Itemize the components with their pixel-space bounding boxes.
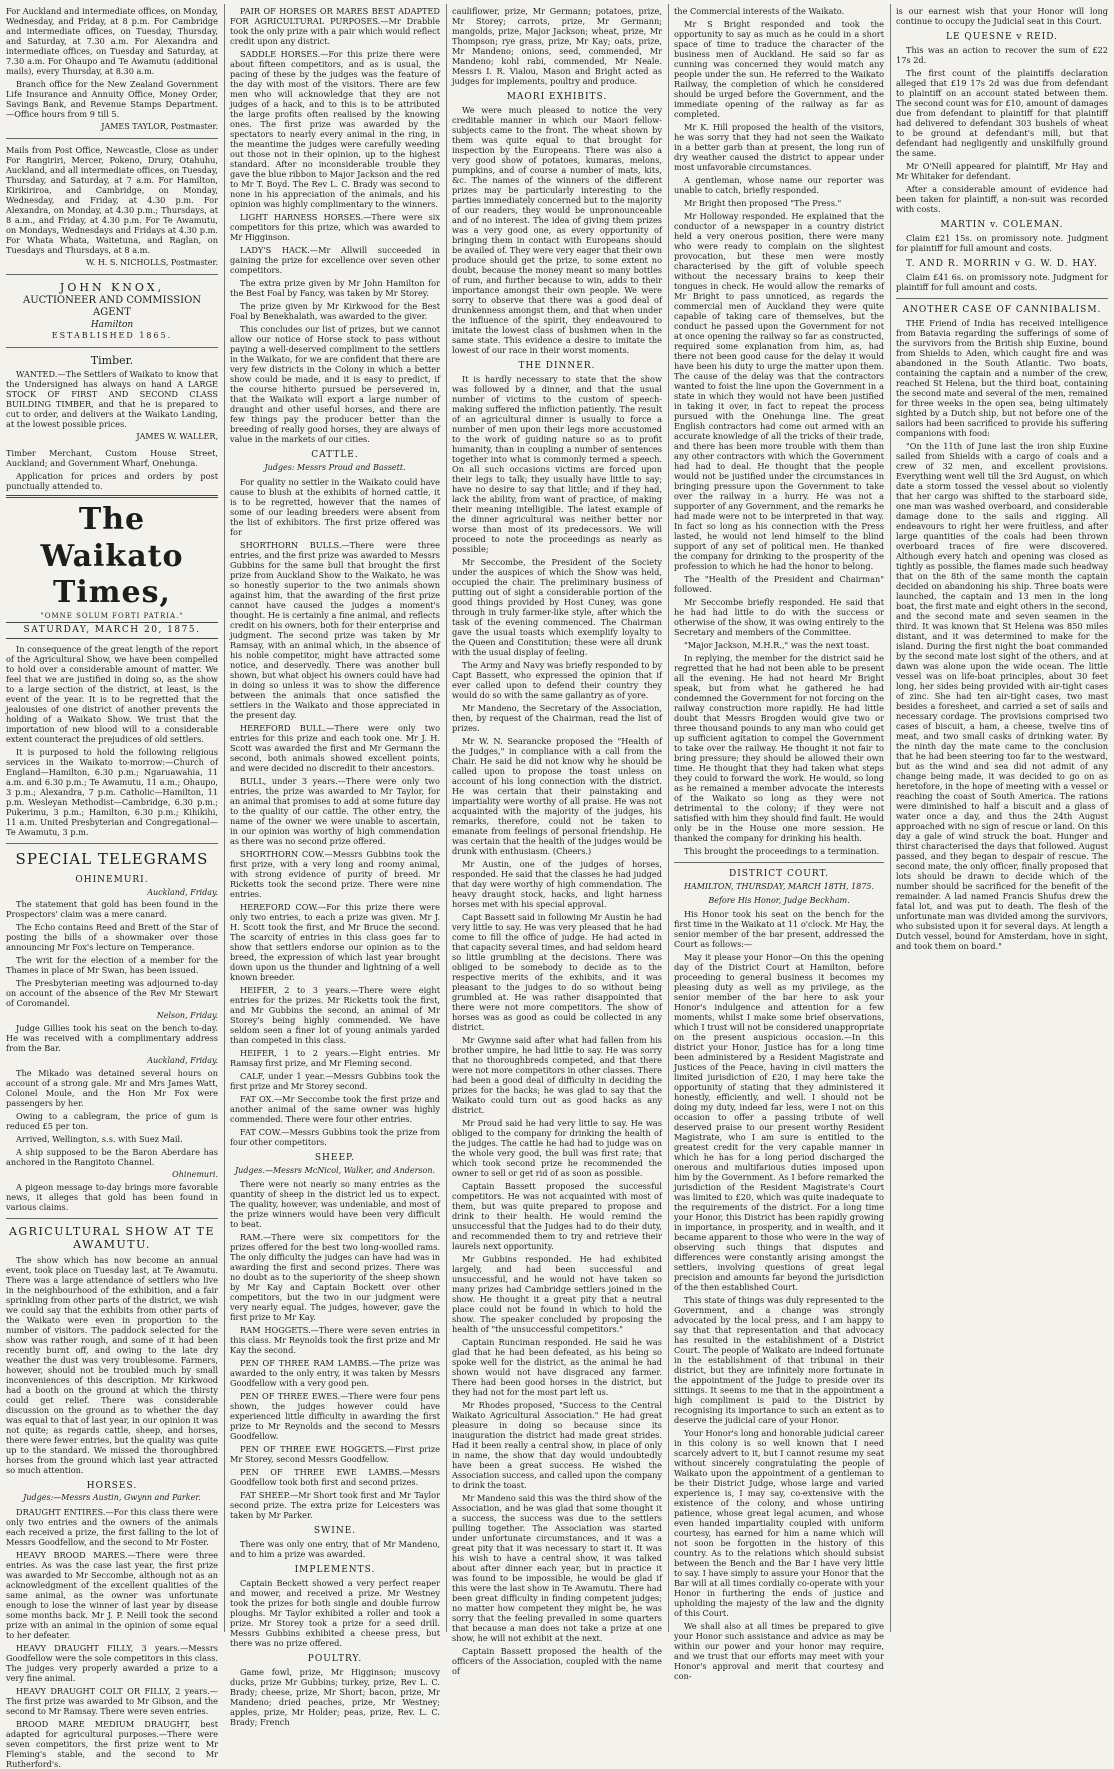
show-paragraph: The show which has now become an annual event, took place on Tuesday last, at Te Awamutu. There was a large attendance of settlers who live in the neighbourhood of the exhibition, and a fair sprinkling from other parts of the district, we wish we could say that the exhibits from other parts of the Waikato were even in proportion to the number of visitors. The paddock selected for the show was rather rough, and some of it had been recently burnt off, and owing to the late dry weather the dust was very troublesome. Farmers, however, should not be troubled much by small inconveniences of this description. Mr Kirkwood had a booth on the ground at which the thirsty could get relief. There was considerable discussion on the ground as to whether the day was equal to that of last year, in our opinion it was not quite; as regards cattle, sheep, and horses, there were fewer entries, but the quality was quite up to the standard. We missed the thoroughbred horses from the ground which last year attracted so much attention.: [6, 1254, 218, 1475]
knox-advertisement: [6, 281, 218, 342]
divider: [674, 862, 884, 863]
knox-title: AUCTIONEER AND COMMISSION AGENT: [22, 294, 202, 319]
article-paragraph: Captain Bassett proposed the health of the officers of the Association, coupled with the name of: [452, 1645, 662, 1676]
dateline-place: Nelson, Friday.: [156, 1011, 218, 1021]
article-paragraph: The Army and Navy was briefly responded to by Capt Bassett, who expressed the opinion that if ever called upon to defend their country they would do so with the same gallantry as of yore.: [452, 659, 662, 700]
article-paragraph: Mr Seccombe briefly responded. He said that he had had little to do with the success or otherwise of the show, it was owing entirely to the Secretary and members of the Committee.: [674, 597, 884, 637]
show-paragraph: Captain Beckett showed a very perfect reaper and mower, and received a prize. Mr Westney took the prizes for both single and double furrow ploughs. Mr Taylor exhibited a roller and took a prize. Mr Storey took a prize for a seed drill. Messrs Gubbins exhibited a cheese press, but there was no prize offered.: [230, 1578, 440, 1649]
telegrams-heading: SPECIAL TELEGRAMS: [15, 850, 209, 869]
show-paragraph: LIGHT HARNESS HORSES.—There were six competitors for this prize, which was awarded to Mr Higginson.: [230, 212, 440, 242]
article-paragraph: THE Friend of India has received intelligence from Batavia regarding the sufferings of some of the survivors from the British ship Euxine, bound from Shields to Aden, which caught fire and was abandoned in the South Atlantic. Two boats, containing the captain and a number of the crew, reached St Helena, but the third boat, containing the second mate and several of the men, remained for three weeks in the open sea, being ultimately sighted by a Dutch ship, but not before one of the sailors had been sacrificed to provide his suffering companions with food:: [896, 317, 1108, 438]
timber-address: Timber Merchant, Custom House Street, Auckland; and Government Wharf, Onehunga.: [6, 448, 218, 469]
divider: [6, 843, 218, 844]
show-paragraph: The extra prize given by Mr John Hamilton for the Best Foal by Fancy, was taken by Mr Storey.: [230, 278, 440, 298]
show-paragraph: HEAVY DRAUGHT COLT OR FILLY, 2 years.—The first prize was awarded to Mr Gibson, and the second to Mr Ramsay. There were seven entries.: [6, 1686, 218, 1717]
show-paragraph: LADY'S HACK.—Mr Allwill succeeded in gaining the prize for excellence over seven other competitors.: [230, 245, 440, 275]
masthead-motto: "OMNE SOLUM FORTI PATRIA.": [40, 611, 184, 620]
article-paragraph: In replying, the member for the district said he regretted that he had not been able to be present all the evening. He had not heard Mr Bright speak, but from what he gathered he had condemned the Government for not forcing on the railway construction more rapidly. He had little doubt that Messrs Brogden would give two or three thousand pounds to any man who could get up sufficient agitation to compel the Government to take over the railway. He thought it not fair to bring pressure; they should be allowed their own time. He thought that they had taken what steps they could to forward the work. He would, so long as he remained a member advocate the interests of the Waikato so long as they were not detrimental to the colony; if they were not satisfied with him they should find fault. He would only be in the House one more session. He thanked the company for drinking his health.: [674, 653, 884, 843]
knox-name: JOHN KNOX,: [59, 280, 165, 294]
show-paragraph: HEIFER, 2 to 3 years.—There were eight entries for the prizes. Mr Ricketts took the first, and Mr Gubbins the second, an animal of Mr Storey's being highly commended. We have seldom seen a finer lot of young animals yarded than competed in this class.: [230, 984, 440, 1045]
article-paragraph: "Major Jackson, M.H.R.," was the next toast.: [684, 640, 870, 650]
article-paragraph: The "Health of the President and Chairman" followed.: [674, 574, 884, 594]
show-paragraph: FAT COW.—Messrs Gubbins took the prize from four other competitors.: [230, 1126, 440, 1147]
article-paragraph: Mr Bright then proposed "The Press.": [684, 198, 842, 208]
column-rule: [446, 4, 447, 1632]
column-3: [452, 6, 663, 1676]
article-paragraph: Mr Mandeno said this was the third show of the Association, and he was glad that some thought it a success, the success was due to the settlers pulling together. The Association was started under unfortunate circumstances, and it was a great pity that it was necessary to start it. It was his wish to have a central show, it was talked about after dinner each year, but in practice it was found to be impossible, he would be glad if this were the last show in Te Awamutu. There had been great difficulty in finding competent judges; no matter how competent they might be, he was sorry that the feeling prevailed in some quarters that because a man does not take a prize at one show, he will not exhibit at the next.: [452, 1492, 662, 1643]
article-paragraph: After a considerable amount of evidence had been taken for plaintiff, a non-suit was recorded with costs.: [896, 183, 1108, 214]
article-paragraph: Capt Bassett said in following Mr Austin he had very little to say. He was very pleased that he had come to fill the office of judge. He had acted in that capacity several times, and had seldom heard so little grumbling at the decisions. There was obliged to be somebody to decide as to the respective merits of the exhibits, and it was pleasant to the judges to do so without being grumbled at. He was rather disappointed that there were not more competitors. The show of horses was as good as could be collected in any district.: [452, 911, 662, 1032]
court-before: Before His Honor, Judge Beckham.: [708, 895, 850, 905]
show-paragraph: CALF, under 1 year.—Messrs Gubbins took the first prize and Mr Storey second.: [230, 1070, 440, 1091]
mail-notice-3: Mails from Post Office, Newcastle, Close as under For Rangiriri, Mercer, Pokeno, Drury, Otahuhu, Auckland, and all intermediate offices, on Tuesday, Thursday, and Saturday, at 7 a.m. For Hamilton, Kirikiriroa, and Cambridge, on Monday, Wednesday, and Friday, at 4.30 p.m. For Alexandra, on Monday, at 4.30 p.m.; Thursdays, at 8 a.m., and Friday, at 4.30 p.m. For Te Awamutu, on Mondays, Wednesdays and Fridays at 4.30 p.m. For Whata Whata, Waitetuna, and Raglan, on Tuesdays and Thursdays, at 8 a.m.: [6, 144, 218, 255]
article-paragraph: Claim £21 15s. on promissory note. Judgment for plaintiff for full amount and costs.: [896, 232, 1108, 253]
show-paragraph: For quality no settler in the Waikato could have cause to blush at the exhibits of horned cattle, it is to be regretted, however that the names of some of our leading breeders were absent from the list of exhibitors. The first prize offered was for: [230, 476, 440, 537]
timber-signature: JAMES W. WALLER,: [136, 432, 218, 442]
column-5: [896, 6, 1108, 1630]
mail-notice-2: Branch office for the New Zealand Government Life Insurance and Annuity Office, Money Order, Savings Bank, and Revenue Stamps Department.—Office hours from 9 till 5.: [6, 79, 218, 119]
article-paragraph: The first count of the plaintiffs declaration alleged that £19 17s 2d was due from defendant to plaintiff on an account stated between them. The second count was for £10, amount of damages due from defendant to plaintiff for that plaintiff had delivered to defendant 303 bushels of wheat to be ground at defendant's mill, but that defendant had negligently and unskilfully ground the same.: [896, 67, 1108, 158]
article-paragraph: Mr Austin, one of the judges of horses, responded. He said that the classes he had judged that day were worthy of high commendation. The heavy draught stock, hacks, and light harness horses met with his special approval.: [452, 858, 662, 909]
article-paragraph: Captain Bassett proposed the successful competitors. He was not acquainted with most of them, but was quite prepared to propose and drink to their health. He would remind the unsuccessful that the Judges had to do their duty, and recommended them to try and retrieve their laurels next opportunity.: [452, 1180, 662, 1251]
show-paragraph: SHORTHORN COW.—Messrs Gubbins took the first prize, with a very long and roomy animal, with strong evidence of purity of breed. Mr Ricketts took the second prize. There were nine entries.: [230, 848, 440, 899]
case-heading: LE QUESNE v REID.: [945, 32, 1058, 42]
show-paragraph: PAIR OF HORSES OR MARES BEST ADAPTED FOR AGRICULTURAL PURPOSES.—Mr Drabble took the only prize with a pair which would reflect credit upon any district.: [230, 6, 440, 46]
telegram-item: The writ for the election of a member for the Thames in place of Mr Swan, has been issued.: [6, 955, 218, 976]
article-paragraph: May it please your Honor—On this the opening day of the District Court at Hamilton, before proceeding to general business it becomes my pleasing duty as well as my privilege, as the senior member of the bar here to ask your Honor's indulgence and attention for a few moments, whilst I make some brief observations, which I trust will not be considered unappropriate on the present auspicious occasion.—In this district your Honor, Justice has for a long time been administered by a Resident Magistrate and Justices of the Peace, having in civil matters the limited jurisdiction of £20, I may here take the opportunity of stating that they administered it honestly, efficiently, and well. I should not be doing my duty, indeed far less, were I not on this occasion to offer a passing tribute of well deserved praise to our present worthy Resident Magistrate, who I am sure is entitled to the greatest credit for the very capable manner in which he has for a long period discharged the onerous and multifarious duties imposed upon him by the Government. As I before remarked the jurisdiction of the Resident Magistrate's Court was limited to £20, which was quite inadequate to the requirements of the district. For a long time your Honor, this District has been rapidly growing in importance, in prosperity, and in wealth, and it became apparent to those who were in the way of observing such things that disputes and differences were constantly arising amongst the settlers, involving questions of great legal precision and amounts far beyond the jurisdiction of the then established Court.: [674, 952, 884, 1293]
divider: [896, 298, 1108, 299]
postmaster-signature: W. H. S. NICHOLLS, Postmaster.: [85, 257, 218, 267]
article-paragraph: Mr Seccombe, the President of the Society under the auspices of which the Show was held, occupied the chair. The preliminary business of putting out of sight a considerable portion of the good things provided by Host Cuney, was gone through in truly farmer-like style, after which the task of the evening commenced. The Chairman gave the usual toasts which exemplify loyalty to the Queen and Constitution; these were all drunk with the usual display of feeling.: [452, 556, 662, 657]
telegram-item: Arrived, Wellington, s.s. with Suez Mail.: [16, 1133, 183, 1144]
article-paragraph: Your Honor's long and honorable judicial career in this colony is so well known that I need scarcely advert to it, but I cannot resume my seat without sincerely congratulating the people of Waikato upon the appointment of a gentleman to be their District Judge, whose large and varied experience is, I may say, co-extensive with the existence of the colony, and whose untiring patience, whose great legal acumen, and whose even handed impartiality coupled with uniform courtesy, has earned for him a name which will not soon be forgotten in the history of this country. As to the relations which should subsist between the Bench and the Bar I have very little to say. I have simply to assure your Honor that the Bar will at all times cordially co-operate with your Honor in furthering the ends of justice and upholding the majesty of the law and the dignity of this Court.: [674, 1428, 885, 1619]
column-4: [674, 6, 885, 1682]
mail-notice-1: For Auckland and intermediate offices, on Monday, Wednesday, and Friday, at 8 p.m. For Cambridge and intermediate offices, on Tuesday, Thursday, and Saturday, at 7.30 a.m. For Alexandra and intermediate offices, on Tuesday and Saturday, at 7.30 a.m. For Ohaupo and Te Awamutu (additional mails), every Thursday, at 8.30 a.m.: [6, 6, 218, 76]
section-heading: SWINE.: [313, 1526, 357, 1537]
show-paragraph: PEN OF THREE EWES.—There were four pens shown, the judges however could have experienced little difficulty in awarding the first prize to Mr Reynolds and the second to Messrs Goodfellow.: [230, 1391, 440, 1442]
section-heading: SHEEP.: [314, 1152, 356, 1163]
article-paragraph: Mr Gubbins responded. He had exhibited largely, and had been successful and unsuccessful, and he would not have taken so many prizes had Cambridge settlers joined in the show. He thought it a great pity that a neutral place could not be found in which to hold the show. The speaker concluded by proposing the health of "the unsuccessful competitors.": [452, 1253, 662, 1334]
timber-heading: Timber.: [90, 354, 134, 367]
column-rule: [668, 4, 669, 1632]
timber-body: WANTED.—The Settlers of Waikato to know that the Undersigned has always on hand A LARGE STOCK OF FIRST AND SECOND CLASS BUILDING TIMBER, and that he is prepared to cut to order, and delivers at the Waikato Landing, at the lowest possible prices.: [6, 369, 218, 430]
show-paragraph: RAM HOGGETS.—There were seven entries in this class. Mr Reynolds took the first prize and Mr Kay the second.: [230, 1325, 440, 1356]
telegram-item: The Mikado was detained several hours on account of a strong gale. Mr and Mrs James Watt, Colonel Moule, and the Hon Mr Fox were passengers by her.: [6, 1067, 218, 1108]
telegrams-subheading: OHINEMURI.: [75, 874, 149, 885]
knox-place: Hamilton: [90, 320, 134, 331]
show-paragraph: HEAVY BROOD MARES.—There were three entries. As was the case last year, the first prize was awarded to Mr Seccombe, although not as an acknowledgment of the excellent qualities of the same animal, as the owner was unfortunate enough to lose the winner of last year by disease some months back. Mr J. P. Neill took the second prize with an animal in the opinion of some equal to her defeater.: [6, 1550, 218, 1641]
case-heading: MARTIN v. COLEMAN.: [940, 219, 1064, 230]
judges-line: Judges.—Messrs McNicol, Walker, and Anderson.: [234, 1165, 436, 1175]
article-paragraph: Captain Runciman responded. He said he was glad that he had been defeated, as his being so spoke well for the district, as the animal he had shown would not have disgraced any farmer. There had been good horses in the district, but they had not for the most part left us.: [452, 1336, 662, 1397]
section-heading: POULTRY.: [307, 1654, 363, 1665]
show-paragraph: There were not nearly so many entries as the quantity of sheep in the district led us to expect. The quality, however, was undeniable, and most of the prize winners would have been very difficult to beat.: [230, 1179, 440, 1230]
telegram-item: A pigeon message to-day brings more favorable news, it alleges that gold has been found in various claims.: [6, 1181, 218, 1212]
article-paragraph: the Commercial interests of the Waikato.: [674, 6, 845, 16]
show-paragraph: PEN OF THREE EWE LAMBS.—Messrs Goodfellow took both first and second prizes.: [230, 1467, 440, 1488]
show-paragraph: FAT OX.—Mr Seccombe took the first prize and another animal of the same owner was highly commended. There were four other entries.: [230, 1093, 440, 1124]
article-paragraph: Mr Rhodes proposed, "Success to the Central Waikato Agricultural Association." He had great pleasure in doing so because since its inauguration the district had made great strides. Had it been really a central show, in place of only in name, the show that day would undoubtedly have been a great success. He wished the Association success, and called upon the company to drink the toast.: [452, 1399, 662, 1490]
show-paragraph: HEREFORD BULL.—There were only two entries for this prize and each took one. Mr J. H. Scott was awarded the first and Mr Germann the second, both animals showed excellent points, and were decided no discredit to their ancestors.: [230, 722, 440, 773]
section-heading: CATTLE.: [311, 450, 359, 460]
show-paragraph: PEN OF THREE RAM LAMBS.—The prize was awarded to the only entry, it was taken by Messrs Goodfellow with a very good pen.: [230, 1358, 440, 1389]
court-dateline: HAMILTON, THURSDAY, MARCH 18TH, 1875.: [683, 881, 875, 891]
show-paragraph: This concludes our list of prizes, but we cannot allow our notice of Horse stock to pass without paying a well-deserved compliment to the settlers in the Waikato, for we are confident that there are very few districts in the Colony in which a better show could be made, and it is easy to predict, if the course hitherto pursued be persevered in, that the Waikato will export a large number of draught and other useful horses, and there are few things pay the producer better than the breeding of really good horses, they are always of value in the markets of our cities.: [230, 324, 440, 444]
editorial-paragraph: It is purposed to hold the following religious services in the Waikato to-morrow:—Church of England—Hamilton, 6.30 p.m.; Ngaruawahia, 11 a.m. and 6.30 p.m.; Te Awamutu, 11 a.m.; Ohaupo, 3 p.m.; Alexandra, 7 p.m. Catholic—Hamilton, 11 p.m. Wesleyan Methodist—Cambridge, 6.30 p.m.; Pukerimu, 3 p.m.; Hamilton, 6.30 p.m.; Kihikihi, 11 a.m. United Presbyterian and Congregational—Te Awamutu, 3 p.m.: [6, 747, 218, 838]
show-paragraph: HEIFER, 1 to 2 years.—Eight entries. Mr Ramsay first prize, and Mr Fleming second.: [230, 1047, 440, 1068]
timber-note: Application for prices and orders by post punctually attended to.: [6, 471, 218, 492]
judges-line: Judges:—Messrs Austin, Gwynn and Parker.: [23, 1493, 201, 1503]
divider: [6, 495, 218, 498]
masthead-title: The Waikato Times,: [40, 502, 184, 611]
section-heading: THE DINNER.: [518, 360, 596, 371]
knox-established: ESTABLISHED 1865.: [51, 331, 173, 341]
show-paragraph: There was only one entry, that of Mr Mandeno, and to him a prize was awarded.: [230, 1539, 440, 1560]
show-paragraph: BROOD MARE MEDIUM DRAUGHT, best adapted for agricultural purposes.—There were seven competitors, the first prize went to Mr Fleming's stable, and the second to Mr Rutherford's.: [6, 1719, 218, 1769]
show-paragraph: Game fowl, prize, Mr Higginson; muscovy ducks, prize Mr Gubbins; turkey, prize, Rev L. C. Brady; cheese, prize, Mr Short; bacon, prize, Mr Mandeno; dried peaches, prize, Mr Westney; apples, prize, Mr Holder; peas, prize, Rev. L. C. Brady; French: [230, 1667, 440, 1728]
dateline: SATURDAY, MARCH 20, 1875.: [6, 622, 218, 639]
article-paragraph: is our earnest wish that your Honor will long continue to occupy the Judicial seat in this Court.: [896, 6, 1108, 26]
article-paragraph: Mr S Bright responded and took the opportunity to say as much as he could in a short space of time to traduce the character of the business men of Auckland. He said so far as cunning was concerned they would match any people under the sun. He referred to the Waikato Railway, the completion of which he considered should be urged before the Government, and the immediate opening of the railway as far as completed.: [674, 19, 884, 119]
telegram-item: Owing to a cablegram, the price of gum is reduced £5 per ton.: [6, 1110, 218, 1131]
article-paragraph: His Honor took his seat on the bench for the first time in the Waikato at 11 o'clock. Mr Hay, the senior member of the bar present, addressed the Court as follows:—: [674, 909, 884, 950]
dateline-place: Auckland, Friday.: [147, 1056, 218, 1066]
article-paragraph: Mr Proud said he had very little to say. He was obliged to the company for drinking the health of the judges. The cattle he had had to judge was on the whole very good, the bull was first rate; that which took second prize he recommended the owner to sell or get rid of as soon as possible.: [452, 1117, 662, 1178]
show-paragraph: SADDLE HORSES.—For this prize there were about fifteen competitors, and as is usual, the pacing of these by the judges was the feature of the day with most of the visitors. There are few men who will acknowledge that they are not judges of a hack, and to this is to be attributed the large profits often realised by the knowing ones. The first prize was awarded by the spectators to nearly every animal in the ring, in the meantime the judges were carefully weeding out those not in their opinion, up to the highest standard. After no inconsiderable trouble they gave the blue ribbon to Major Jackson and the red to Mr T. Boyd. The Rev L. C. Brady was second to none in his appreciation of the animals, and his opinion was highly complimentary to the winners.: [230, 49, 440, 209]
article-paragraph: Mr Gwynne said after what had fallen from his brother umpire, he had little to say. He was sorry that no thoroughbreds competed, and that there were not more competitors in other classes. There had been a good deal of difficulty in deciding the prizes for the hacks; he was glad to say that the Waikato could turn out as good hacks as any district.: [452, 1034, 663, 1115]
article-paragraph: This state of things was duly represented to the Government, and a change was strongly advocated by the local press, and I am happy to say that that representation and that advocacy has resulted in the establishment of a District Court. The people of Waikato are indeed fortunate in the establishment of that tribunal in their district, but they are infinitely more fortunate in the appointment of the Judge to preside over its sittings. It seems to me that in the appointment a high compliment is paid to the District by recognising its importance to such an extent as to deserve the judicial care of your Honor.: [674, 1295, 884, 1426]
cannibalism-heading: ANOTHER CASE OF CANNIBALISM.: [902, 304, 1102, 315]
article-paragraph: "On the 11th of June last the iron ship Euxine sailed from Shields with a cargo of coals and a crew of 32 men, and excellent provisions. Everything went well till the 3rd August, on which date a storm tossed the vessel about so violently that her cargo was shifted to the starboard side, one man was washed overboard, and considerable damage done to the sails and rigging. All endeavours to right her were fruitless, and after large quantities of the coals had been thrown overboard traces of fire were discovered. Although every hatch and opening was closed as tightly as possible, the flames made such headway that on the 8th of the same month the captain decided on abandoning his ship. Three boats were launched, the captain and 13 men in the long boat, the first mate and eight others in the second, and the second mate and seven seamen in the third. It was known that St Helena was 850 miles distant, and it was determined to make for the island. During the first night the boat commanded by the second mate lost sight of the others, and at dawn was alone upon the wide ocean. The little vessel was on life-boat principles, about 30 feet long, her sides being provided with air-tight cases of zinc. She had ten air-tight cases, two mast besides a foresheet, and carried a set of sails and necessary cordage. The provisions comprised two cases of biscuit, a ham, a cheese, twelve tins of meat, and two small casks of drinking water. By the ninth day the mate came to the conclusion that he had been steering too far to the westward, but as the wind and sea did not admit of any change being made, it was decided to go on as heretofore, in the hope of meeting with a vessel or reaching the coast of South America. The rations were diminished to half a biscuit and a glass of water once a day, and thus the 24th August approached with no sign of rescue or land. On this day a gale of wind struck the boat. Hunger and thirst characterised the days that followed. August passed, and they began to despair of rescue. The second mate, the only officer, finally proposed that lots should be drawn to decide which of the number should be sacrificed for the benefit of the remainder. A lad named Francis Shufus drew the fatal lot, and was put to death. The flesh of the unfortunate man was divided among the survivors, who subsisted upon it for several days. At length a Dutch vessel, bound for Amsterdam, hove in sight, and took them on board.": [896, 440, 1108, 951]
show-paragraph: FAT SHEEP.—Mr Short took first and Mr Taylor second prize. The extra prize for Leicesters was taken by Mr Parker.: [230, 1490, 440, 1521]
telegram-item: The Presbyterian meeting was adjourned to-day on account of the absence of the Rev Mr Stewart of Coromandel.: [6, 978, 218, 1009]
section-heading: MAORI EXHIBITS.: [506, 92, 608, 102]
article-paragraph: Mr K. Hill proposed the health of the visitors, he was sorry that they had not seen the Waikato in a better garb than at present, the long run of dry weather caused the district to appear under most unfavorable circumstances.: [674, 122, 884, 172]
column-rule: [890, 4, 891, 1632]
judges-line: Judges: Messrs Proud and Bassett.: [264, 462, 406, 472]
divider: [6, 138, 218, 139]
column-rule: [224, 4, 225, 1632]
show-paragraph: PEN OF THREE EWE HOGGETS.—First prize Mr Storey, second Messrs Goodfellow.: [230, 1444, 440, 1465]
article-paragraph: Mr Holloway responded. He explained that the conductor of a newspaper in a country district held a very onerous position, there were many who were ready to complain on the slightest provocation, but these men were mostly characterised by the gift of voluble speech without the necessary brains to keep their tongues in check. He would allow the remarks of Mr Bright to pass unnoticed, as regards the commercial men of Auckland they were quite capable of taking care of themselves, but the conduct he passed upon the Government for not at once opening the railway so far as constructed, required some explanation from him, as, had there not been good cause for the delay it would have been his duty to urge the matter upon them. The cause of the delay was that the contractors wanted to foist the line upon the Government in a state in which they would not have been justified in taking it over, in fact to repeat the process pursued with the Onehunga line. The great English contractors had come out armed with an accurate knowledge of all the tricks of their trade, and there has been more trouble with them than any other contractors with which the Government had had to deal. He thought that the people would not be justified under the circumstances in bringing pressure upon the Government to take over the railway in a hurry. He was not a supporter of any Government, and the remarks he had made were not to be interpreted in that way. In fact so long as his connection with the Press lasted, he would not lend himself to the blind support of any set of political men. He thanked the company for drinking to the prosperity of the profession to which he had the honor to belong.: [674, 211, 884, 571]
divider: [6, 347, 218, 348]
divider: [6, 1218, 218, 1219]
show-paragraph: cauliflower, prize, Mr Germann; potatoes, prize, Mr Storey; carrots, prize, Mr Germann; mangolds, prize, Major Jackson; wheat, prize, Mr Thompson; rye grass, prize, Mr Kay; oats, prize, Mr Mandeno; onions, seed, commended, Mr Mandeno; kohl rabi, commended, Mr Neale. Messrs I. R. Vialou, Mason and Bright acted as judges for implements, poultry and produce.: [452, 6, 662, 86]
divider: [6, 274, 218, 275]
telegram-item: The statement that gold has been found in the Prospectors' claim was a mere canard.: [6, 899, 218, 920]
case-heading: T. AND R. MORRIN v G. W. D. HAY.: [906, 258, 1098, 269]
show-heading: AGRICULTURAL SHOW AT TE AWAMUTU.: [8, 1224, 216, 1252]
dateline-place: Ohinemuri.: [172, 1169, 218, 1179]
telegram-item: A ship supposed to be the Baron Aberdare has anchored in the Rangitoto Channel.: [6, 1146, 218, 1167]
dateline-place: Auckland, Friday.: [147, 887, 218, 897]
article-paragraph: Mr Mandeno, the Secretary of the Association, then, by request of the Chairman, read the list of prizes.: [452, 702, 662, 733]
column-2: [230, 6, 440, 1728]
timber-advertisement: [6, 354, 218, 491]
telegram-item: Judge Gillies took his seat on the bench to-day. He was received with a complimentary address from the Bar.: [6, 1023, 218, 1054]
show-paragraph: DRAUGHT ENTIRES.—For this class there were only two entries and the owners of the animals each received a prize, the first falling to the lot of Messrs Goodfellow, and the second to Mr Foster.: [6, 1507, 218, 1548]
telegram-item: The Echo contains Reed and Brett of the Star of posting the bills of a showmaker over those announcing Mr Fox's lecture on Temperance.: [6, 922, 218, 953]
article-paragraph: Claim £41 6s. on promissory note. Judgment for plaintiff for full amount and costs.: [896, 271, 1108, 292]
show-paragraph: RAM.—There were six competitors for the prizes offered for the best two long-woolled rams. The only difficulty the judges can have had was in awarding the first and second prizes. There was no doubt as to the superiority of the sheep shown by Mr Kay and Captain Bockett over other competitors, but the two in our judgment were very nearly equal. The judges, however, gave the first prize to Mr Kay.: [230, 1232, 440, 1323]
article-paragraph: Mr W. N. Searancke proposed the "Health of the Judges," in compliance with a call from the Chair. He said he did not know why he should be called upon to propose the toast unless on account of his long connection with the district. He was certain that their painstaking and impartiality were worthy of all praise. He was not acquainted with the majority of the judges, his remarks, therefore, could not be taken to emanate from feelings of personal friendship. He was certain that the health of the judges would be drunk with enthusiasm. (Cheers.): [452, 735, 662, 856]
article-paragraph: It is hardly necessary to state that the show was followed by a dinner, and that the usual number of victims to the custom of speech-making suffered the infliction patiently. The result of an agricultural dinner is usually to force a number of men upon their legs more accustomed to the work of guiding nature so as to profit humanity, than in coupling a number of sentences together into what is commonly termed a speech. On all such occasions victims are forced upon their legs to talk; they usually have little to say; have no desire to say that little; and if they had, lack the ability, from want of practice, of making their meaning intelligible. The latest example of the dinner agricultural was neither better nor worse than most of its predecessors. We will proceed to note the proceedings as nearly as possible;: [452, 373, 662, 554]
article-paragraph: This was an action to recover the sum of £22 17s 2d.: [896, 44, 1108, 65]
show-paragraph: BULL, under 3 years.—There were only two entries, the prize was awarded to Mr Taylor, for an animal that promises to add at some future day to the quality of our cattle. The other entry, the name of the owner we were unable to ascertain, in our opinion was worthy of high commendation as there was no second prize offered.: [230, 775, 440, 846]
article-paragraph: A gentleman, whose name our reporter was unable to catch, briefly responded.: [674, 175, 884, 195]
article-paragraph: We were much pleased to notice the very creditable manner in which our Maori fellow-subjects came to the front. The wheat shown by them was quite equal to that brought for inspection by the Europeans. There was also a very good show of potatoes, kumaras, melons, pumpkins, and of course a number of mats, kits, &c. The names of the winners of the different prizes may be particularly interesting to the parties immediately concerned but to the majority of our readers, they would be unpronounceable and of no interest. The idea of giving them prizes was a very good one, as every opportunity of bringing them in contact with Europeans should be availed of. They were very eager that their own produce should get the prize, to some extent no doubt, because the money meant so many bottles of rum, and further because to win, adds to their importance amongst their own people. We were sorry to observe that there was a good deal of drunkenness amongst them, and that when under the influence of the spirit, they endeavoured to imitate the lowest class of bushmen when in the same state. This evidence a desire to imitate the lowest of our race in their worst moments.: [452, 104, 662, 355]
show-paragraph: HEREFORD COW.—For this prize there were only two entries, to each a prize was given. Mr J. H. Scott took the first, and Mr Bruce the second. The scarcity of entries in this class goes far to show that settlers endorse our opinion as to the breed, the expression of which last year brought down upon us the thunder and lightning of a well known breeder.: [230, 901, 440, 982]
section-heading: IMPLEMENTS.: [294, 1565, 376, 1576]
section-heading: HORSES.: [86, 1480, 138, 1491]
article-paragraph: Mr O'Neill appeared for plaintiff, Mr Hay and Mr Whitaker for defendant.: [896, 160, 1108, 181]
article-paragraph: This brought the proceedings to a termination.: [684, 846, 880, 856]
court-heading: DISTRICT COURT.: [728, 869, 830, 879]
postmaster-signature: JAMES TAYLOR, Postmaster.: [101, 122, 218, 131]
show-paragraph: SHORTHORN BULLS.—There were three entries, and the first prize was awarded to Messrs Gubbins for the same bull that brought the first prize from Auckland Show to the Waikato, he was so honestly superior to the two animals shown against him, that the awarding of the first prize cannot have caused the judges a moment's thought. He is certainly a fine animal, and reflects credit on his owners, both for their enterprise and judgment. The second prize was taken by Mr Ramsay, with an animal which, in the absence of his noble competitor, might have attracted some notice, and deservedly. There was another bull shown, but what object his owners could have had in doing so unless it was to show the difference between the animals that once satisfied the settlers in the Waikato and those appreciated in the present day.: [230, 539, 440, 720]
article-paragraph: We shall also at all times be prepared to give your Honor such assistance and advice as may be within our power and your honor may require, and we trust that our efforts may meet with your Honor's approval and merit that courtesy and con-: [674, 1621, 884, 1682]
show-paragraph: HEAVY DRAUGHT FILLY, 3 years.—Messrs Goodfellow were the sole competitors in this class. The judges very properly awarded a prize to a very fine animal.: [6, 1643, 218, 1684]
editorial-paragraph: In consequence of the great length of the report of the Agricultural Show, we have been compelled to hold over a considerable amount of matter. We feel that we are justified in doing so, as the show to a large section of the district, at least, is the event of the year. It is to be regretted that the jealousies of one district of another prevents the holding of a Waikato Show. We trust that the importation of new blood will to a considerable extent counteract the prejudices of old settlers.: [6, 644, 218, 745]
show-paragraph: The prize given by Mr Kirkwood for the Best Foal by Benekhalath, was awarded to the giver.: [230, 301, 440, 321]
column-1: [6, 6, 218, 1769]
